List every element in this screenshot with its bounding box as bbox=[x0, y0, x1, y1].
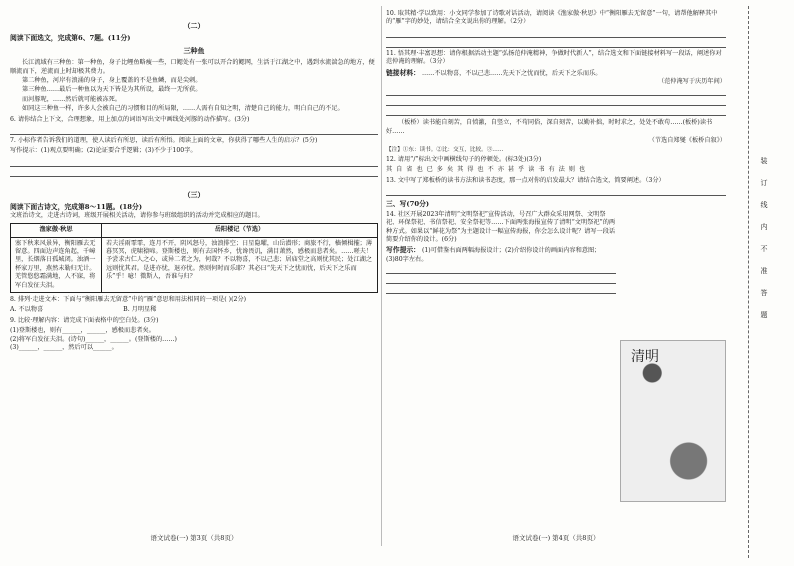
answer-line[interactable] bbox=[10, 126, 378, 135]
question-9: 9. 比较·理解内容：请完成下面表格中的空白处。(3分) bbox=[10, 316, 159, 324]
page-3 bbox=[10, 8, 378, 548]
section-3-instructions: 文班治诗文，走进古诗词，班级开展相关活动，请你参与班级组织的活动并完成相应的题目。 bbox=[10, 211, 264, 219]
page-3-footer: 语文试卷(一) 第3页（共8页） bbox=[150, 533, 238, 542]
question-8: 8. 排列·走进文本：下面与“衡阳雁去无留意”中的“雁”意思和用法相同的一项是( )(2分) bbox=[10, 295, 247, 303]
question-9-part-2: (2)将军白发征夫泪。(诗句)______，______。(登斯楼的……) bbox=[10, 335, 177, 343]
binding-char: 准 bbox=[760, 267, 768, 275]
answer-line[interactable] bbox=[386, 265, 616, 274]
poem-cell bbox=[11, 224, 102, 292]
binding-char: 题 bbox=[760, 311, 768, 319]
binding-char: 内 bbox=[760, 223, 768, 231]
binding-char: 不 bbox=[760, 245, 768, 253]
question-14-requirement bbox=[386, 246, 616, 264]
answer-line[interactable] bbox=[386, 275, 616, 284]
source-note-1: （范仲淹写于庆历年间） bbox=[657, 78, 726, 86]
prose-title: 岳阳楼记（节选） bbox=[102, 224, 377, 237]
prose-text: 若夫淫雨霏霏，连月不开，阴风怒号，浊浪排空；日星隐曜，山岳潜形；商旅不行，樯倾楫摧；薄暮冥冥，虎啸猿啼。登斯楼也，则有去国怀乡，忧谗畏讥，满目萧然，感极而悲者矣。……嗟夫！予尝求古仁人之心，或异二者之为，何哉？不以物喜，不以己悲；居庙堂之高则忧其民；处江湖之远则忧其君。是进亦忧，退亦忧。然则何时而乐耶？其必曰“先天下之忧而忧，后天下之乐而乐”乎！噫！微斯人，吾谁与归？ bbox=[106, 239, 373, 281]
section-2-intro: 阅读下面选文，完成第6、7题。(11分) bbox=[10, 34, 131, 43]
article-title: 三种鱼 bbox=[183, 45, 205, 55]
link-material bbox=[386, 69, 726, 78]
option-a[interactable]: A. 不以物喜 bbox=[10, 306, 44, 314]
question-7: 7. 小标作者告诉我们的道理，使人读后有所思，读后有所悟。阅读上面的文章，你获得了哪些人生的启示？(5分) bbox=[10, 137, 318, 145]
binding-char: 装 bbox=[760, 157, 768, 165]
article-paragraph: 第三种鱼……最后一种鱼以为天下皆是为其所设，最终一无所获。 bbox=[22, 86, 202, 94]
option-b[interactable]: B. 月明星稀 bbox=[123, 306, 157, 314]
page-divider bbox=[381, 6, 382, 546]
requirement-label: 写作提示： bbox=[386, 246, 420, 255]
binding-line bbox=[748, 6, 750, 558]
poster-calligraphy: 清明 bbox=[631, 349, 659, 365]
page-4-footer: 语文试卷(一) 第4页（共8页） bbox=[512, 533, 600, 542]
answer-line[interactable] bbox=[386, 97, 726, 106]
question-9-part-1: (1)登斯楼也，则有______，______，感极而悲者矣。 bbox=[10, 327, 155, 335]
banqiao-excerpt: （板桥）读书能自刻苦，自愤激，自竖立，不苟同俗，深自刻苦，以勤补拙，时时求之，处处不敢苟……(板桥)读书好…… bbox=[386, 119, 713, 135]
question-11: 11. 悟其理·丰富思想：请你根据活动主题“弘扬范仲淹精神，争做时代新人”，结合选文和下面链接材料写一段话，阐述你对范仲淹的理解。（3分） bbox=[386, 49, 722, 66]
poem-title: 渔家傲·秋思 bbox=[11, 224, 101, 237]
answer-line[interactable] bbox=[386, 187, 726, 196]
question-6: 6. 请你结合上下文，合理想象，用上加点的词语写出文中画线处河豚的动作描写。(3分) bbox=[10, 115, 250, 123]
annotation-notes: 【注】①东：读书。②比：交互，比较。③…… bbox=[386, 146, 504, 153]
answer-line[interactable] bbox=[10, 158, 378, 167]
question-10: 10. 取其精·学以致用：小文同学参加了诗歌对话活动，请阅读《渔家傲·秋思》中“衡阳雁去无留意”一句，请帮他解释其中的“雁”字的妙处，请结合全文说出你的理解。（2分） bbox=[386, 10, 718, 26]
prose-cell bbox=[102, 224, 377, 292]
answer-line[interactable] bbox=[386, 39, 726, 48]
link-text: ……不以物喜，不以己悲……先天下之忧而忧，后天下之乐而乐。 bbox=[421, 69, 602, 77]
question-12: 12. 请用“/”标出文中画横线句子的停顿处。(标3处)(3分) bbox=[386, 156, 542, 164]
binding-char: 答 bbox=[760, 289, 768, 297]
article-paragraph: 长江流域有三种鱼：第一种鱼，身子比鲤鱼略瘦一些，口鳃处有一张可以开合的鳃网，生活于江湖之中，遇到水流湍急的地方，便顺流而下，逆流而上时却极其费力。 bbox=[10, 59, 375, 75]
section-3-intro: 阅读下面古诗文，完成第8～11题。(18分) bbox=[10, 203, 143, 212]
question-12-sentence: 其 自 省 也 已 多 矣 其 得 也 不 亦 甚 乎 读 书 有 法 则 也 bbox=[386, 166, 587, 174]
section-4-heading: 三、写(70分) bbox=[386, 200, 430, 209]
answer-line[interactable] bbox=[386, 107, 726, 116]
question-7-requirement: 写作提示：(1)观点要明确；(2)论证要合乎逻辑；(3)不少于100字。 bbox=[10, 147, 197, 155]
question-14: 14. 社区开展2023年清明“文明祭祀”宣传活动，号召广大群众采用网祭、文明祭祀、环保祭祀、书信祭祀、安全祭祀等……下面两张海报宣传了清明“文明祭祀”的两种方式。如果以“鲜花为祭”为主题设计一幅宣传海报，你会怎么设计呢？请写一段话简要介绍你的设计。(6分) bbox=[386, 210, 616, 243]
section-3-heading: （三） bbox=[183, 189, 205, 199]
poster-illustration bbox=[620, 340, 726, 502]
question-9-part-3: (3)______，______，然后可以______。 bbox=[10, 343, 118, 351]
answer-line[interactable] bbox=[386, 285, 616, 294]
binding-char: 订 bbox=[760, 179, 768, 187]
question-13: 13. 文中写了郑板桥的读书方法和读书态度，那一点对你的启发最大？请结合选文，简要阐述。（3分） bbox=[386, 176, 665, 184]
article-paragraph: 而河豚呢，……然后就可能被冻死。 bbox=[22, 95, 121, 103]
question-8-options bbox=[10, 306, 378, 314]
source-note-2: （节选自郑燮《板桥自叙》） bbox=[648, 137, 726, 145]
answer-line[interactable] bbox=[386, 87, 726, 96]
article-paragraph: 如同这三种鱼一样，许多人会被自己的习惯和目的所局限，……人需有自知之明，清楚自己的能力，明白自己的不足。 bbox=[22, 105, 344, 113]
section-2-heading: （二） bbox=[183, 21, 205, 30]
link-label: 链接材料： bbox=[386, 68, 420, 77]
page-4 bbox=[386, 8, 726, 548]
article-paragraph: 第二种鱼，河岸有浪涌的身子，身上覆盖的不是鱼鳞，而是尖刺。 bbox=[22, 77, 202, 85]
requirement-text: (1)可借鉴右面两幅海报设计；(2)介绍你设计的画面内容和意图；(3)80字左右。 bbox=[386, 247, 601, 263]
answer-line[interactable] bbox=[386, 29, 726, 38]
binding-char: 线 bbox=[760, 201, 768, 209]
answer-line[interactable] bbox=[10, 168, 378, 177]
poem-table bbox=[10, 223, 378, 293]
binding-notice bbox=[757, 150, 771, 326]
poem-text: 塞下秋来风景异，衡阳雁去无留意。四面边声连角起，千嶂里，长烟落日孤城闭。浊酒一杯家万里，燕然未勒归无计。羌管悠悠霜满地，人不寐，将军白发征夫泪。 bbox=[15, 239, 96, 289]
